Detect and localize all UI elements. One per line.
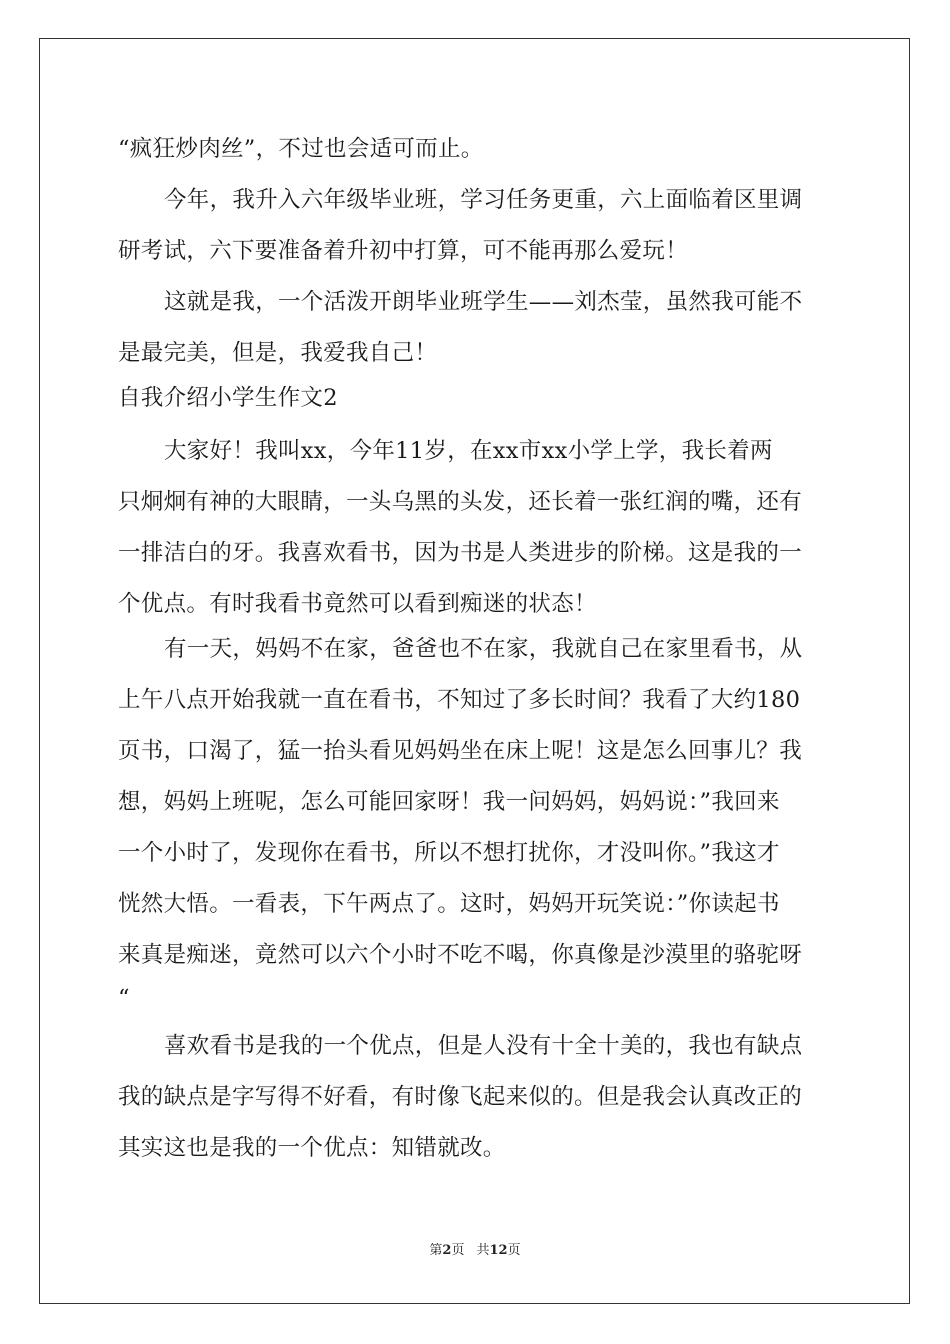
text-line: 想，妈妈上班呢，怎么可能回家呀！我一问妈妈，妈妈说：”我回来 bbox=[118, 789, 780, 815]
text-line: 个优点。有时我看书竟然可以看到痴迷的状态！ bbox=[118, 591, 597, 617]
text-line: 来真是痴迷，竟然可以六个小时不吃不喝，你真像是沙漠里的骆驼呀 bbox=[118, 942, 803, 968]
text-line: 页书，口渴了，猛一抬头看见妈妈坐在床上呢！这是怎么回事儿？我 bbox=[118, 738, 803, 764]
text-line: 只炯炯有神的大眼睛，一头乌黑的头发，还长着一张红润的嘴，还有 bbox=[118, 489, 803, 515]
paragraph-start-line: 今年，我升入六年级毕业班，学习任务更重，六上面临着区里调 bbox=[164, 187, 803, 213]
text-line: “ bbox=[118, 985, 130, 1011]
text-line: 一个小时了，发现你在看书，所以不想打扰你，才没叫你。”我这才 bbox=[118, 840, 780, 866]
section-heading: 自我介绍小学生作文2 bbox=[118, 385, 338, 411]
text-line: 上午八点开始我就一直在看书，不知过了多长时间？我看了大约180 bbox=[118, 687, 801, 713]
page-footer bbox=[0, 1242, 950, 1260]
text-line: 是最完美，但是，我爱我自己！ bbox=[118, 340, 438, 366]
page-number-suffix: 页 bbox=[451, 1243, 465, 1258]
text-line: 恍然大悟。一看表，下午两点了。这时，妈妈开玩笑说：”你读起书 bbox=[118, 891, 780, 917]
text-line: 其实这也是我的一个优点：知错就改。 bbox=[118, 1135, 506, 1161]
paragraph-start-line: 有一天，妈妈不在家，爸爸也不在家，我就自己在家里看书，从 bbox=[164, 636, 803, 662]
total-pages: 12 bbox=[489, 1243, 508, 1258]
page-number-prefix: 第 bbox=[429, 1243, 443, 1258]
text-line: 我的缺点是字写得不好看，有时像飞起来似的。但是我会认真改正的 bbox=[118, 1084, 803, 1110]
text-line: 研考试，六下要准备着升初中打算，可不能再那么爱玩！ bbox=[118, 238, 689, 264]
total-pages-prefix: 共 bbox=[476, 1243, 490, 1258]
total-pages-suffix: 页 bbox=[507, 1243, 521, 1258]
page-number: 2 bbox=[442, 1243, 452, 1258]
text-line: 一排洁白的牙。我喜欢看书，因为书是人类进步的阶梯。这是我的一 bbox=[118, 540, 803, 566]
paragraph-start-line: 这就是我，一个活泼开朗毕业班学生——刘杰莹，虽然我可能不 bbox=[164, 289, 803, 315]
text-line: “疯狂炒肉丝”，不过也会适可而止。 bbox=[118, 136, 484, 162]
paragraph-start-line: 喜欢看书是我的一个优点，但是人没有十全十美的，我也有缺点 bbox=[164, 1033, 803, 1059]
page-border bbox=[39, 38, 910, 1304]
paragraph-start-line: 大家好！我叫xx，今年11岁，在xx市xx小学上学，我长着两 bbox=[164, 438, 773, 464]
